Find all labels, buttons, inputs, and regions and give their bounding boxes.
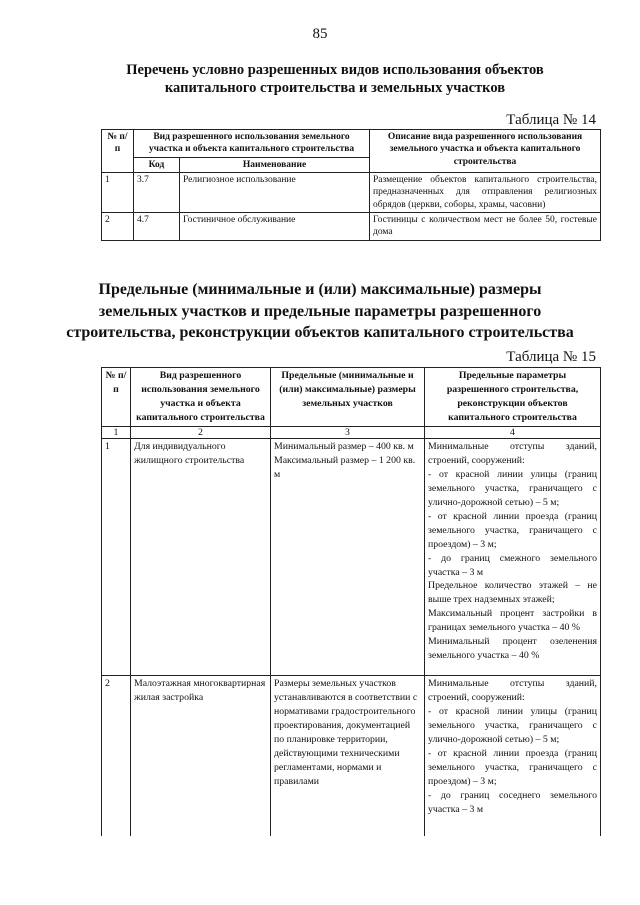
- row2-param: - от красной линии проезда (границ земельного участка, граничащего с проездом) – 3 м;: [428, 747, 597, 787]
- table14-row1-name: Религиозное использование: [180, 173, 370, 213]
- row2-param: - от красной линии улицы (границ земельного участка, граничащего с улично-дорожной сетью) – 5 м;: [428, 706, 597, 745]
- table15-row1-sizes: [271, 439, 425, 676]
- row1-param: Максимальный процент застройки в границах земельного участка – 40 %: [428, 608, 597, 634]
- table14: [101, 129, 601, 241]
- table14-row2-desc: Гостиницы с количеством мест не более 50, гостевые дома: [370, 213, 601, 241]
- row1-param: Предельное количество этажей – не выше трех надземных этажей;: [428, 580, 597, 606]
- row1-size-max: Максимальный размер – 1 200 кв. м: [274, 455, 416, 481]
- table14-header-name: Наименование: [180, 157, 370, 172]
- table-row: [102, 676, 601, 836]
- table15-header-row: [102, 368, 601, 427]
- table14-row2-name: Гостиничное обслуживание: [180, 213, 370, 241]
- table15-colnum-4: 4: [425, 426, 601, 439]
- table14-caption: Таблица № 14: [506, 112, 596, 128]
- table15-title: [0, 279, 640, 344]
- table15-header-num: № п/п: [102, 368, 131, 427]
- table14-title-line1: Перечень условно разрешенных видов использования объектов: [126, 62, 544, 78]
- table14-row1-num: 1: [102, 173, 134, 213]
- row2-size: Размеры земельных участков устанавливаются в соответствии с нормативами градостроительного проектирования, документацией по планировке территории, действующими техническими регламентами, нормами и правилами: [274, 678, 418, 787]
- row1-param: Минимальный процент озеленения земельного участка – 40 %: [428, 636, 597, 661]
- row1-param: Минимальные отступы зданий, строений, сооружений:: [428, 441, 597, 467]
- row2-param: Минимальные отступы зданий, строений, сооружений:: [428, 678, 597, 704]
- table14-header-row: [102, 130, 601, 158]
- table14-header-num: № п/п: [102, 130, 134, 173]
- table14-row1-desc: Размещение объектов капитального строительства, предназначенных для отправления религиозных обрядов (церкви, соборы, храмы, часовни): [370, 173, 601, 213]
- table15-header-sizes: Предельные (минимальные и (или) максимальные) размеры земельных участков: [271, 368, 425, 427]
- table14-header-kind: Вид разрешенного использования земельного участка и объекта капитального строительства: [134, 130, 370, 158]
- row1-param: - от красной линии улицы (границ земельного участка, граничащего с улично-дорожной сетью) – 5 м;: [428, 469, 597, 508]
- table15-title-line1: Предельные (минимальные и (или) максимальные) размеры: [98, 281, 542, 298]
- table15-row2-params: [425, 676, 601, 836]
- table14-header-code: Код: [134, 157, 180, 172]
- table15-colnum-2: 2: [131, 426, 271, 439]
- table15-row2-num: 2: [102, 676, 131, 836]
- table15-title-line3: строительства, реконструкции объектов капитального строительства: [66, 324, 574, 342]
- table14-row1-code: 3.7: [134, 173, 180, 213]
- table15-colnum-3: 3: [271, 426, 425, 439]
- table-row: [102, 173, 601, 213]
- row1-param: - до границ смежного земельного участка – 3 м: [428, 552, 597, 578]
- table15-colnum-1: 1: [102, 426, 131, 439]
- table15-header-kind: Вид разрешенного использования земельного участка и объекта капитального строительства: [131, 368, 271, 427]
- table15-row1-kind: Для индивидуального жилищного строительства: [131, 439, 271, 676]
- page-number: 85: [312, 26, 328, 42]
- table-row: [102, 213, 601, 241]
- table15-column-numbers: [102, 426, 601, 439]
- table15: [101, 367, 601, 836]
- table-row: [102, 439, 601, 676]
- table14-row2-code: 4.7: [134, 213, 180, 241]
- row2-param: - до границ соседнего земельного участка – 3 м: [428, 789, 597, 815]
- table15-row1-params: [425, 439, 601, 676]
- table15-caption: Таблица № 15: [506, 349, 596, 365]
- row1-param: - от красной линии проезда (границ земельного участка, граничащего с проездом) – 3 м;: [428, 510, 597, 550]
- table14-row2-num: 2: [102, 213, 134, 241]
- table15-header-params: Предельные параметры разрешенного строительства, реконструкции объектов капитального строительства: [425, 368, 601, 427]
- table14-title-line2: капитального строительства и земельных участков: [164, 80, 506, 97]
- table15-title-line2: земельных участков и предельные параметры разрешенного: [98, 302, 542, 320]
- table15-row2-sizes: [271, 676, 425, 836]
- table14-title: [0, 61, 640, 97]
- table15-row2-kind: Малоэтажная многоквартирная жилая застройка: [131, 676, 271, 836]
- table15-row1-num: 1: [102, 439, 131, 676]
- table14-header-desc: Описание вида разрешенного использования земельного участка и объекта капитального строительства: [370, 130, 601, 173]
- row1-size-min: Минимальный размер – 400 кв. м: [274, 441, 414, 453]
